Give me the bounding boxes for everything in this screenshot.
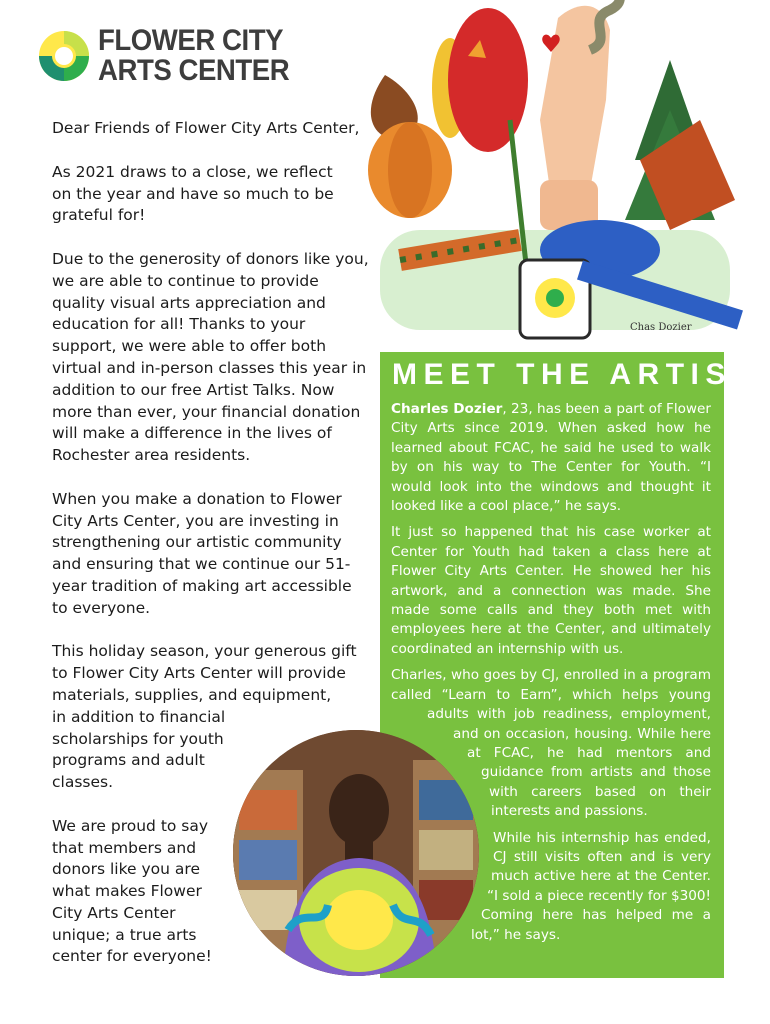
- letter-paragraph-5: We are proud to say that members and donors like you are what makes Flower City Arts Center unique; a true arts center for everyone!: [52, 816, 212, 966]
- meet-the-artist-heading: MEET THE ARTIST: [392, 358, 757, 391]
- artist-photo: [233, 730, 479, 976]
- story-paragraph-1: Charles Dozier, 23, has been a part of Flower City Arts since 2019. When asked how he learned about FCAC, he said he used to walk by on his way to The Center for Youth. “I would look into the windows and thought it looked like a cool place,” he says.: [391, 401, 711, 515]
- logo-swirl-icon: [36, 28, 92, 84]
- logo: [36, 26, 306, 92]
- cardinal-bird-icon: [448, 8, 528, 152]
- artist-illustration: [340, 0, 770, 352]
- artist-portrait-image: [233, 730, 479, 976]
- letter-paragraph-1: As 2021 draws to a close, we reflect on the year and have so much to be grateful for!: [52, 162, 334, 225]
- steam-icon: [590, 0, 630, 50]
- logo-line-2: ARTS CENTER: [98, 54, 290, 87]
- letter-greeting: Dear Friends of Flower City Arts Center,: [52, 119, 360, 137]
- letter-paragraph-2: Due to the generosity of donors like you, we are able to continue to provide quality visual arts appreciation and education for all! Thanks to your support, we were able to offer both virtual and in-person classes this year in addition to our free Artist Talks. Now more than ever, your financial donation will make a difference in the lives of Rochester area residents.: [52, 249, 369, 465]
- story-paragraph-4: While his internship has ended, CJ still visits often and is very much active here at the Center. “I sold a piece recently for $300! Coming here has helped me a lot,” he says.: [471, 829, 711, 943]
- letter-paragraph-4: [52, 641, 382, 706]
- story-paragraph-3: Charles, who goes by CJ, enrolled in a program called “Learn to Earn”, which helps young adults with job readiness, employment, and on occasion, housing. While here at FCAC, he had mentors and guidance from artists and those with careers based on their interests and passions.: [391, 667, 711, 820]
- letter-paragraph-4a: This holiday season, your generous gift to Flower City Arts Center will provide materials, supplies, and equipment,: [52, 642, 357, 704]
- letter-paragraph-3: When you make a donation to Flower City Arts Center, you are investing in strengthening our artistic community and ensuring that we continue our 51-year tradition of making art accessible to everyone.: [52, 489, 352, 617]
- letter-paragraph-4b: in addition to financial scholarships for youth programs and adult classes.: [52, 707, 226, 792]
- artist-name: Charles Dozier: [391, 401, 503, 417]
- illustration-signature: Chas Dozier: [630, 322, 692, 333]
- logo-line-1: FLOWER CITY: [98, 24, 284, 57]
- story-paragraph-2: It just so happened that his case worker at Center for Youth had taken a class here at Flower City Arts Center. He showed her his artwork, and a connection was made. She made some calls and they both met with employees here at the Center, and ultimately coordinated an internship with us.: [391, 524, 711, 657]
